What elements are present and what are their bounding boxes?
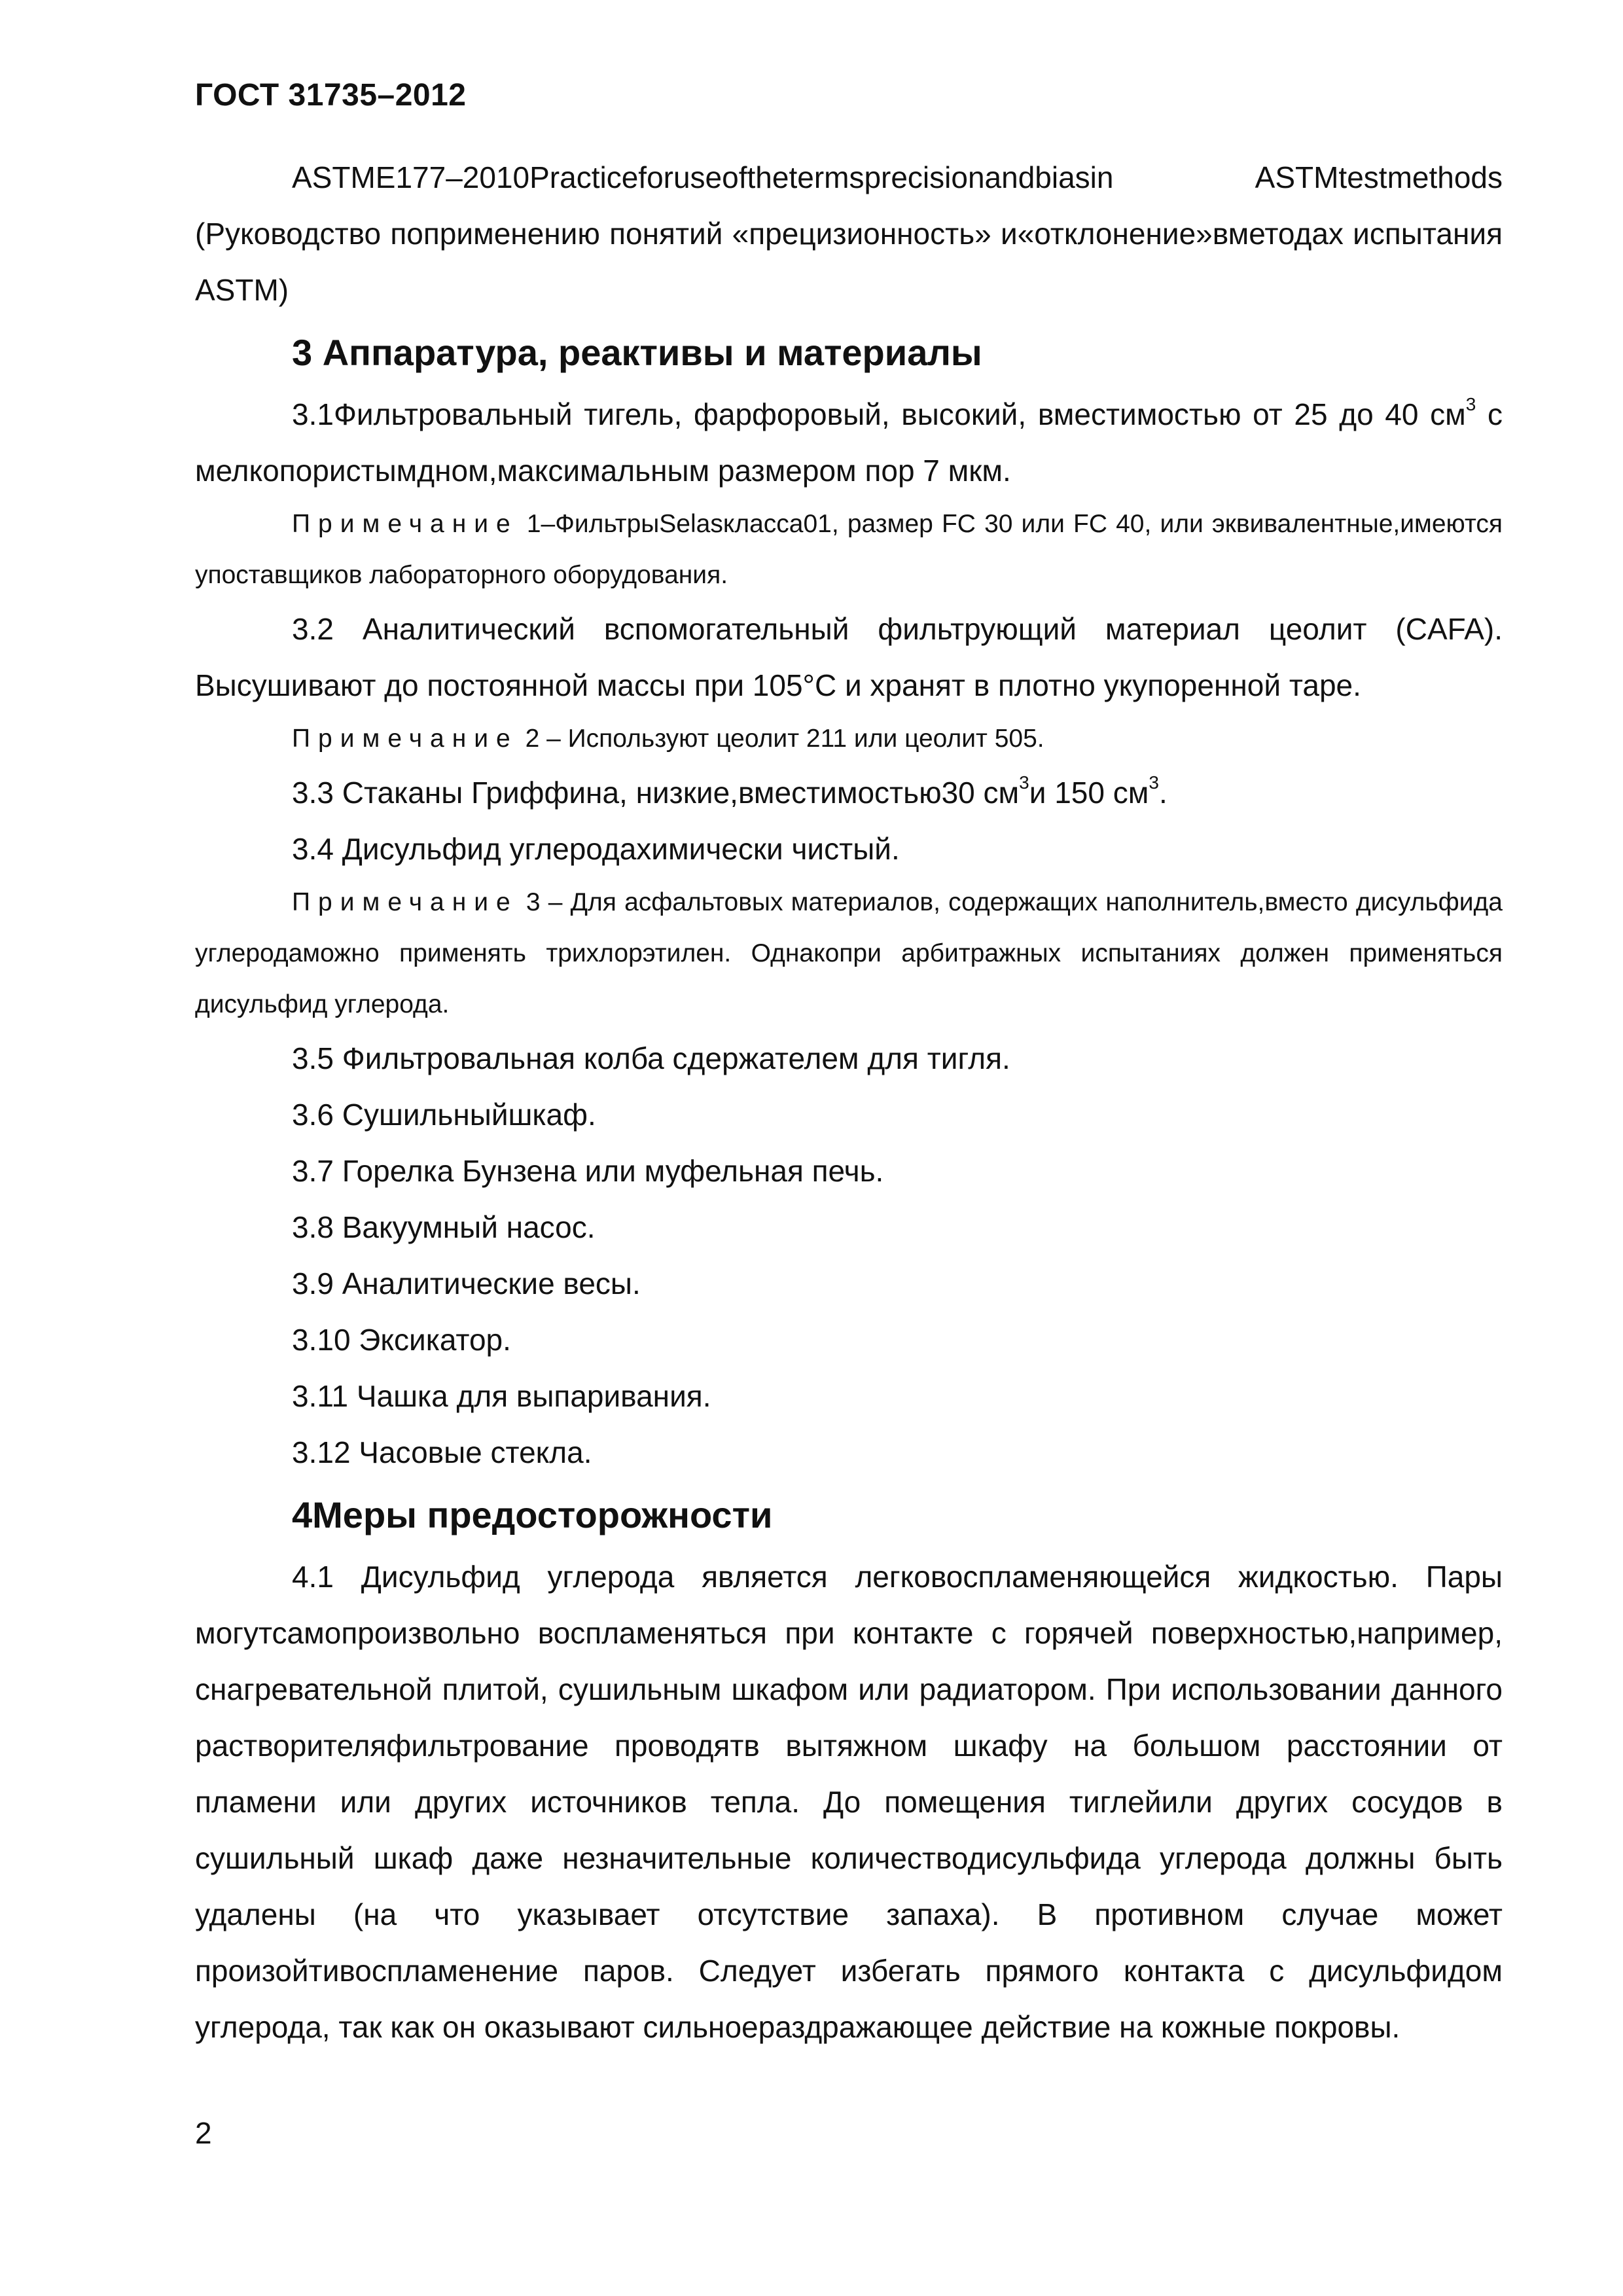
superscript: 3 [1149, 772, 1159, 793]
paragraph-3-4: 3.4 Дисульфид углеродахимически чистый. [292, 832, 900, 866]
list-item: 3.9 Аналитические весы. [292, 1266, 641, 1300]
note-text: 1–ФильтрыSelasкласса01, размер FC 30 или FC 40, или эквивалентные,имеются упоставщиков лабораторного оборудования. [195, 510, 1503, 589]
paragraph-3-3-text: 3.3 Стаканы Гриффина, низкие,вместимостью30 см [292, 776, 1020, 810]
document-body [195, 149, 1503, 2055]
list-item: 3.7 Горелка Бунзена или муфельная печь. [292, 1154, 884, 1188]
superscript: 3 [1019, 772, 1029, 793]
note-text: 2 – Используют цеолит 211 или цеолит 505. [525, 725, 1044, 753]
list-item: 3.5 Фильтровальная колба сдержателем для тигля. [292, 1041, 1010, 1075]
paragraph-3-3 [195, 764, 1503, 821]
paragraph-4-1: 4.1 Дисульфид углерода является легковоспламеняющейся жидкостью. Пары могутсамопроизвольно воспламеняться при контакте с горячей поверхностью,например, снагревательной плитой, сушильным шкафом или радиатором. При использовании данного растворителяфильтрование проводятв вытяжном шкафу на большом расстоянии от пламени или других источников тепла. До помещения тиглейили других сосудов в сушильный шкаф даже незначительные количестводисульфида углерода должны быть удалены (на что указывает отсутствие запаха). В противном случае может произойтивоспламенение паров. Следует избегать прямого контакта с дисульфидом углерода, так как он оказывают сильноераздражающее действие на кожные покровы. [195, 1560, 1503, 2044]
paragraph-3-2: 3.2 Аналитический вспомогательный фильтрующий материал цеолит (CAFA). Высушивают до постоянной массы при 105°C и хранят в плотно укупоренной таре. [195, 612, 1503, 702]
paragraph-3-3-text-mid: и 150 см [1029, 776, 1149, 810]
paragraph-3-1-text: 3.1Фильтровальный тигель, фарфоровый, высокий, вместимостью от 25 до 40 см [292, 397, 1466, 431]
list-item: 3.8 Вакуумный насос. [292, 1210, 596, 1244]
list-item: 3.6 Сушильныйшкаф. [292, 1098, 596, 1132]
section-3-heading: 3 Аппаратура, реактивы и материалы [292, 332, 982, 373]
page-number: 2 [195, 2116, 212, 2150]
note-3 [195, 877, 1503, 1030]
list-item: 3.12 Часовые стекла. [292, 1435, 592, 1469]
superscript: 3 [1465, 394, 1476, 414]
note-label: Примечание [292, 725, 518, 753]
note-label: Примечание [292, 888, 518, 916]
list-item: 3.10 Эксикатор. [292, 1323, 511, 1357]
list-item: 3.11 Чашка для выпаривания. [292, 1379, 711, 1413]
document-header: ГОСТ 31735–2012 [195, 78, 467, 113]
note-2 [195, 713, 1503, 764]
note-label: Примечание [292, 510, 518, 538]
paragraph-3-1-text-end: с мелкопористымдном,максимальным размером пор 7 мкм. [195, 397, 1503, 488]
note-text: 3 – Для асфальтовых материалов, содержащих наполнитель,вместо дисульфида углеродаможно применять трихлорэтилен. Однакопри арбитражных испытаниях должен применяться дисульфид углерода. [195, 888, 1503, 1018]
reference-astm: ASTME177–2010Practiceforuseofthetermsprecisionandbiasin ASTMtestmethods (Руководство поприменению понятий «прецизионность» и«отклонение»вметодах испытания ASTM) [195, 160, 1503, 307]
note-1 [195, 499, 1503, 601]
paragraph-3-3-text-end: . [1158, 776, 1168, 810]
section-4-heading: 4Меры предосторожности [292, 1494, 773, 1535]
paragraph-3-1 [195, 386, 1503, 499]
